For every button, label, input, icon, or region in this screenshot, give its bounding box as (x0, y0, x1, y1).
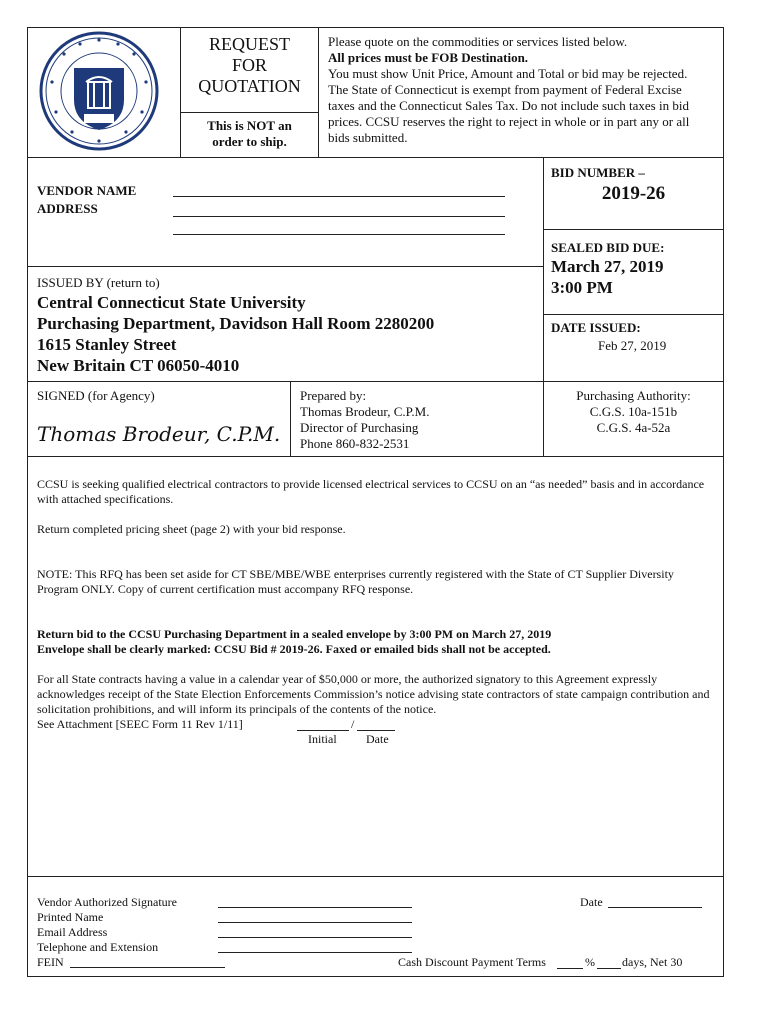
issuer-line: New Britain CT 06050-4010 (37, 356, 240, 375)
set-aside-note: NOTE: This RFQ has been set aside for CT SBE/MBE/WBE enterprises currently registered with the State of CT Supplier Diversity Program ONLY. Copy of current certification must accompany RFQ response. (37, 567, 674, 596)
pricing-sheet-paragraph: Return completed pricing sheet (page 2) with your bid response. (37, 522, 346, 536)
cash-discount-label: Cash Discount Payment Terms (398, 955, 546, 969)
instruction-line: taxes and the Connecticut Sales Tax. Do not include such taxes in bid (328, 98, 689, 113)
authority-line: Purchasing Authority: (576, 388, 691, 403)
discount-percent-field[interactable] (557, 955, 583, 969)
body-text (37, 477, 717, 747)
rfq-title-line: FOR (231, 55, 267, 75)
footer-divider (27, 876, 724, 877)
issued-by-divider (27, 266, 543, 267)
bid-due-date: March 27, 2019 (551, 257, 664, 276)
header-divider (27, 157, 724, 158)
not-order-box (180, 113, 319, 157)
vendor-address-label: ADDRESS (37, 201, 98, 216)
seec-attachment-row (37, 717, 717, 732)
due-date-divider (543, 314, 724, 315)
date-caption: Date (366, 732, 389, 746)
discount-days-field[interactable] (597, 955, 621, 969)
seec-slash: / (351, 717, 355, 731)
scope-paragraph: CCSU is seeking qualified electrical contractors to provide licensed electrical services to CCSU on an “as needed” basis and in accordance with attached specifications. (37, 477, 705, 506)
not-order-line: order to ship. (212, 134, 287, 149)
seal-icon (38, 30, 160, 152)
instruction-line: The State of Connecticut is exempt from payment of Federal Excise (328, 82, 682, 97)
printed-name-field[interactable] (218, 910, 412, 923)
instruction-line: bids submitted. (328, 130, 408, 145)
seec-date-field[interactable] (357, 717, 395, 731)
days-net-label: days, Net 30 (622, 955, 683, 969)
authority-line: C.G.S. 4a-52a (596, 420, 671, 435)
issued-by-label: ISSUED BY (return to) (37, 275, 160, 290)
bid-number-divider (543, 229, 724, 230)
prepared-line: Phone 860-832-2531 (300, 436, 410, 451)
prepared-line: Prepared by: (300, 388, 367, 403)
fob-instruction: All prices must be FOB Destination. (328, 50, 529, 65)
cash-discount-row (398, 955, 698, 970)
percent-sign: % (585, 955, 595, 969)
vendor-signature-field[interactable] (218, 895, 412, 908)
email-label: Email Address (37, 925, 108, 939)
prepared-by-block (300, 388, 429, 452)
not-order-line: This is NOT an (207, 118, 292, 133)
rfq-title-box (180, 27, 319, 113)
bid-number-label: BID NUMBER – (551, 165, 645, 180)
seec-attachment-label: See Attachment [SEEC Form 11 Rev 1/11] (37, 717, 243, 731)
quote-instructions (328, 34, 720, 146)
footer-date-field[interactable] (608, 895, 702, 908)
printed-name-label: Printed Name (37, 910, 104, 924)
bid-number: 2019-26 (601, 183, 666, 204)
telephone-field[interactable] (218, 940, 412, 953)
bid-due-time: 3:00 PM (551, 278, 613, 297)
instruction-line: prices. CCSU reserves the right to reject in whole or in part any or all (328, 114, 690, 129)
vendor-address-field-2[interactable] (173, 222, 505, 235)
instruction-line: You must show Unit Price, Amount and Total or bid may be rejected. (328, 66, 688, 81)
authority-line: C.G.S. 10a-151b (589, 404, 678, 419)
issuer-address (37, 292, 434, 376)
rfq-title-line: QUOTATION (198, 76, 301, 96)
prepared-line: Director of Purchasing (300, 420, 419, 435)
fein-field[interactable] (70, 955, 225, 968)
vendor-address-field-1[interactable] (173, 204, 505, 217)
email-field[interactable] (218, 925, 412, 938)
vendor-sig-label: Vendor Authorized Signature (37, 895, 177, 909)
return-bid-instruction: Return bid to the CCSU Purchasing Department in a sealed envelope by 3:00 PM on March 27, 2019 (37, 627, 552, 641)
issuer-line: Central Connecticut State University (37, 293, 306, 312)
agency-signature: Thomas Brodeur, C.P.M. (37, 422, 281, 446)
seec-caption-row (37, 732, 717, 747)
seec-notice: For all State contracts having a value in a calendar year of $50,000 or more, the authorized signatory to this Agreement expressly acknowledges receipt of the State Election Enforcements Commission’s notice advising state contractors of state campaign contribution and solicitation prohibitions, and will inform its principals of the contents of the notice. (37, 672, 710, 716)
sealed-bid-due-label: SEALED BID DUE: (551, 240, 665, 255)
issuer-line: Purchasing Department, Davidson Hall Room 2280200 (37, 314, 435, 333)
envelope-instruction: Envelope shall be clearly marked: CCSU Bid # 2019-26. Faxed or emailed bids shall not be accepted. (37, 642, 551, 656)
vendor-name-label: VENDOR NAME (37, 183, 137, 198)
fein-label: FEIN (37, 955, 64, 969)
rfq-title-line: REQUEST (209, 34, 290, 54)
ccsu-seal (38, 30, 160, 152)
signed-label: SIGNED (for Agency) (37, 388, 155, 403)
prepared-line: Thomas Brodeur, C.P.M. (300, 404, 430, 419)
signed-col-divider-1 (290, 381, 291, 456)
date-issued-label: DATE ISSUED: (551, 320, 641, 335)
date-issued-value: Feb 27, 2019 (598, 338, 667, 353)
vendor-name-field[interactable] (173, 184, 505, 197)
signed-row-bottom (27, 456, 724, 457)
telephone-label: Telephone and Extension (37, 940, 159, 954)
seec-initial-field[interactable] (297, 717, 349, 731)
instruction-line: Please quote on the commodities or services listed below. (328, 34, 628, 49)
initial-caption: Initial (308, 732, 337, 746)
purchasing-authority-block (543, 388, 724, 436)
signed-row-top (27, 381, 724, 382)
issuer-line: 1615 Stanley Street (37, 335, 177, 354)
footer-date-label: Date (580, 895, 603, 909)
